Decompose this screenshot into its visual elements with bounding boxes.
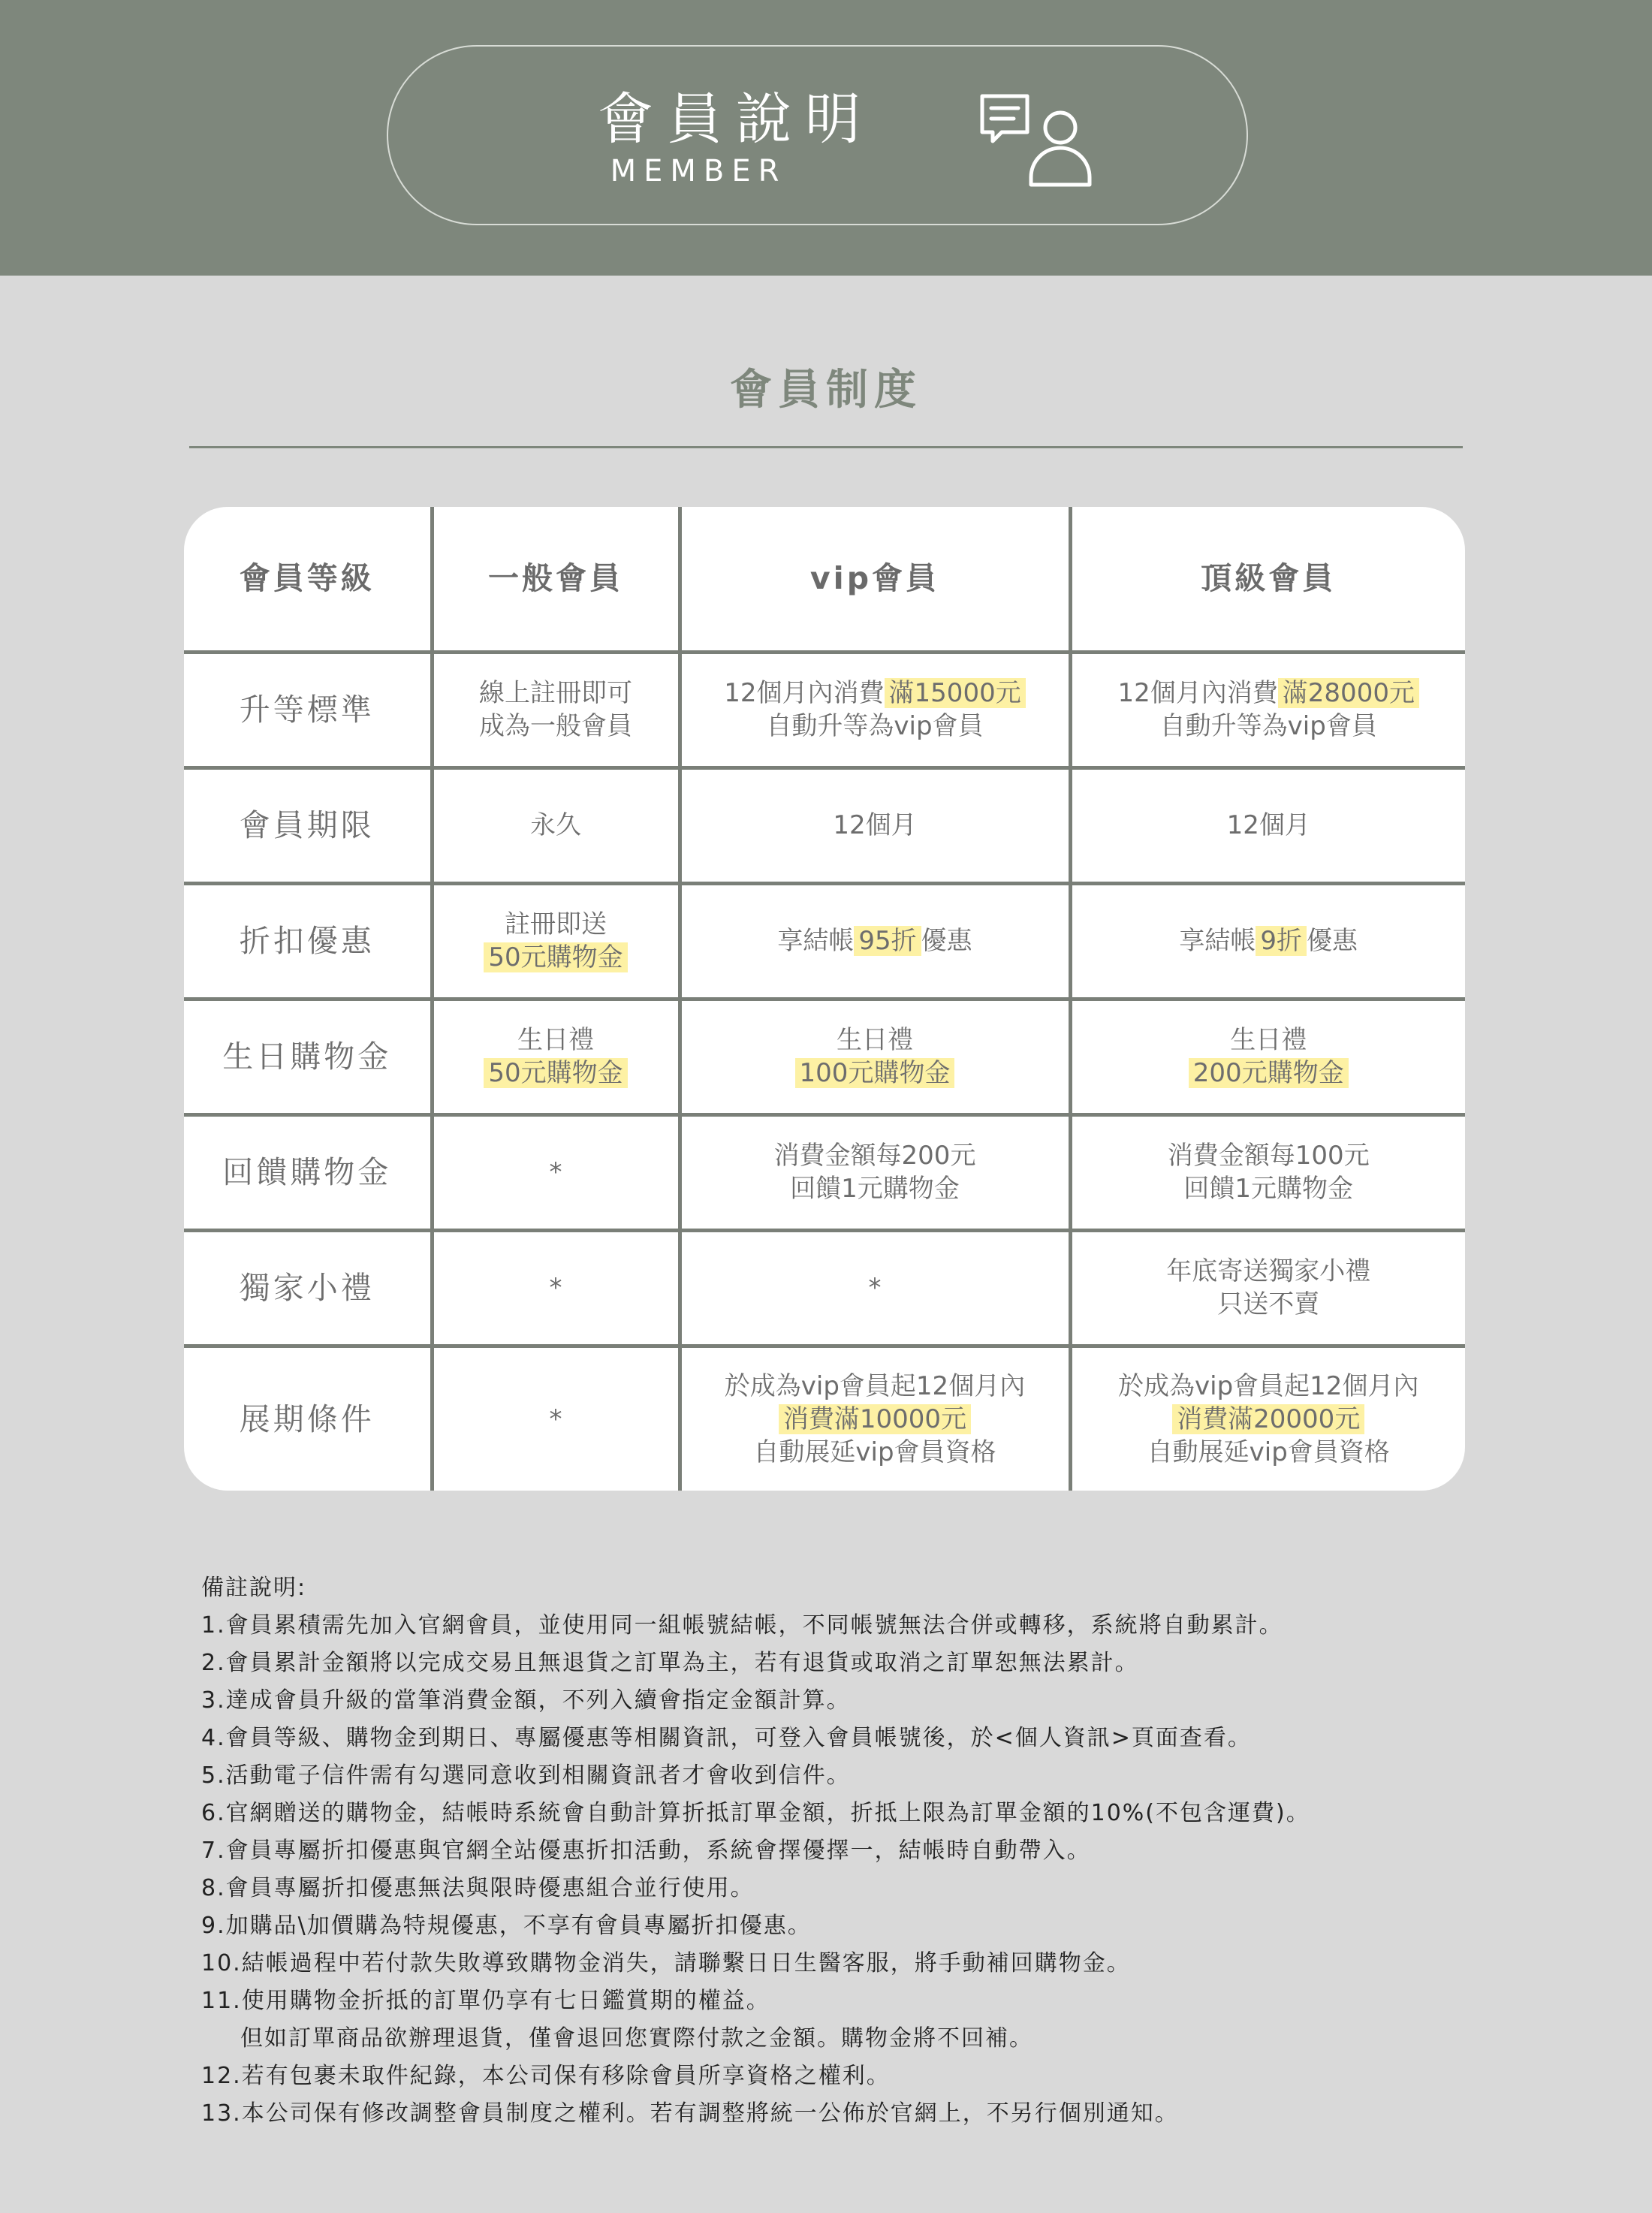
note-item: 13.本公司保有修改調整會員制度之權利。若有調整將統一公佈於官網上，不另行個別通知。 — [201, 2100, 1179, 2127]
highlight: 50元購物金 — [484, 942, 627, 972]
cell-top: 消費金額每100元 回饋1元購物金 — [1070, 1114, 1465, 1230]
row-label: 升等標準 — [184, 652, 432, 767]
note-item: 11.使用購物金折抵的訂單仍享有七日鑑賞期的權益。 — [201, 1988, 770, 2014]
note-item: 7.會員專屬折扣優惠與官網全站優惠折扣活動，系統會擇優擇一，結帳時自動帶入。 — [201, 1838, 1091, 1864]
cell-vip: 12個月 — [680, 767, 1070, 883]
header-banner — [0, 0, 1652, 276]
note-item: 4.會員等級、購物金到期日、專屬優惠等相關資訊，可登入會員帳號後，於<個人資訊>頁面查看。 — [201, 1725, 1252, 1751]
row-label: 折扣優惠 — [184, 883, 432, 999]
section-divider — [189, 446, 1463, 448]
cell-vip: 生日禮 100元購物金 — [680, 999, 1070, 1114]
col-header-top: 頂級會員 — [1070, 507, 1465, 652]
cell-general: 註冊即送 50元購物金 — [432, 883, 680, 999]
highlight: 95折 — [854, 926, 921, 956]
highlight: 100元購物金 — [795, 1058, 955, 1088]
membership-table — [184, 507, 1465, 1491]
row-label: 獨家小禮 — [184, 1230, 432, 1346]
row-label: 會員期限 — [184, 767, 432, 883]
note-item: 2.會員累計金額將以完成交易且無退貨之訂單為主，若有退貨或取消之訂單恕無法累計。 — [201, 1650, 1139, 1676]
highlight: 滿28000元 — [1278, 678, 1419, 708]
cell-top: 12個月 — [1070, 767, 1465, 883]
table-row-discount — [184, 883, 1465, 999]
cell-general: 生日禮 50元購物金 — [432, 999, 680, 1114]
note-item: 6.官網贈送的購物金，結帳時系統會自動計算折抵訂單金額，折抵上限為訂單金額的10%(不包含運費)。 — [201, 1800, 1310, 1826]
cell-vip: 消費金額每200元 回饋1元購物金 — [680, 1114, 1070, 1230]
row-label: 生日購物金 — [184, 999, 432, 1114]
note-item: 8.會員專屬折扣優惠無法與限時優惠組合並行使用。 — [201, 1875, 755, 1901]
col-header-vip: vip會員 — [680, 507, 1070, 652]
highlight: 消費滿20000元 — [1172, 1404, 1364, 1434]
notes-title: 備註說明: — [201, 1575, 307, 1601]
highlight: 200元購物金 — [1189, 1058, 1349, 1088]
cell-top: 生日禮 200元購物金 — [1070, 999, 1465, 1114]
note-item: 3.達成會員升級的當筆消費金額，不列入續會指定金額計算。 — [201, 1687, 851, 1714]
cell-top: 於成為vip會員起12個月內 消費滿20000元 自動展延vip會員資格 — [1070, 1346, 1465, 1491]
cell-vip: * — [680, 1230, 1070, 1346]
notes-section — [201, 1569, 1568, 2133]
table-row-term — [184, 767, 1465, 883]
row-label: 展期條件 — [184, 1346, 432, 1491]
cell-top: 年底寄送獨家小禮 只送不賣 — [1070, 1230, 1465, 1346]
cell-general: * — [432, 1230, 680, 1346]
member-chat-icon — [976, 90, 1096, 191]
note-item-continued: 但如訂單商品欲辦理退貨，僅會退回您實際付款之金額。購物金將不回補。 — [240, 2025, 1033, 2052]
page-title: 會員說明 — [598, 87, 874, 152]
cell-general: 線上註冊即可 成為一般會員 — [432, 652, 680, 767]
row-label: 回饋購物金 — [184, 1114, 432, 1230]
cell-vip: 12個月內消費 滿15000元 自動升等為vip會員 — [680, 652, 1070, 767]
table-row-renewal — [184, 1346, 1465, 1491]
cell-general: 永久 — [432, 767, 680, 883]
section-title: 會員制度 — [730, 366, 922, 415]
note-item: 12.若有包裹未取件紀錄，本公司保有移除會員所享資格之權利。 — [201, 2063, 891, 2089]
note-item: 1.會員累積需先加入官網會員，並使用同一組帳號結帳，不同帳號無法合併或轉移，系統將自動累計。 — [201, 1612, 1283, 1639]
table-row-gift — [184, 1230, 1465, 1346]
note-item: 5.活動電子信件需有勾選同意收到相關資訊者才會收到信件。 — [201, 1762, 851, 1789]
note-item: 10.結帳過程中若付款失敗導致購物金消失，請聯繫日日生醫客服，將手動補回購物金。 — [201, 1950, 1131, 1976]
table-row-birthday — [184, 999, 1465, 1114]
table-row-upgrade — [184, 652, 1465, 767]
cell-vip: 享結帳 95折 優惠 — [680, 883, 1070, 999]
table-row-cashback — [184, 1114, 1465, 1230]
highlight: 50元購物金 — [484, 1058, 627, 1088]
col-header-general: 一般會員 — [432, 507, 680, 652]
note-item: 9.加購品\加價購為特規優惠，不享有會員專屬折扣優惠。 — [201, 1913, 812, 1939]
highlight: 滿15000元 — [885, 678, 1026, 708]
cell-general: * — [432, 1114, 680, 1230]
cell-top: 12個月內消費 滿28000元 自動升等為vip會員 — [1070, 652, 1465, 767]
col-header-level: 會員等級 — [184, 507, 432, 652]
highlight: 消費滿10000元 — [779, 1404, 971, 1434]
page-subtitle: MEMBER — [610, 154, 787, 188]
cell-vip: 於成為vip會員起12個月內 消費滿10000元 自動展延vip會員資格 — [680, 1346, 1070, 1491]
table-header-row — [184, 507, 1465, 652]
cell-general: * — [432, 1346, 680, 1491]
cell-top: 享結帳 9折 優惠 — [1070, 883, 1465, 999]
highlight: 9折 — [1256, 926, 1307, 956]
